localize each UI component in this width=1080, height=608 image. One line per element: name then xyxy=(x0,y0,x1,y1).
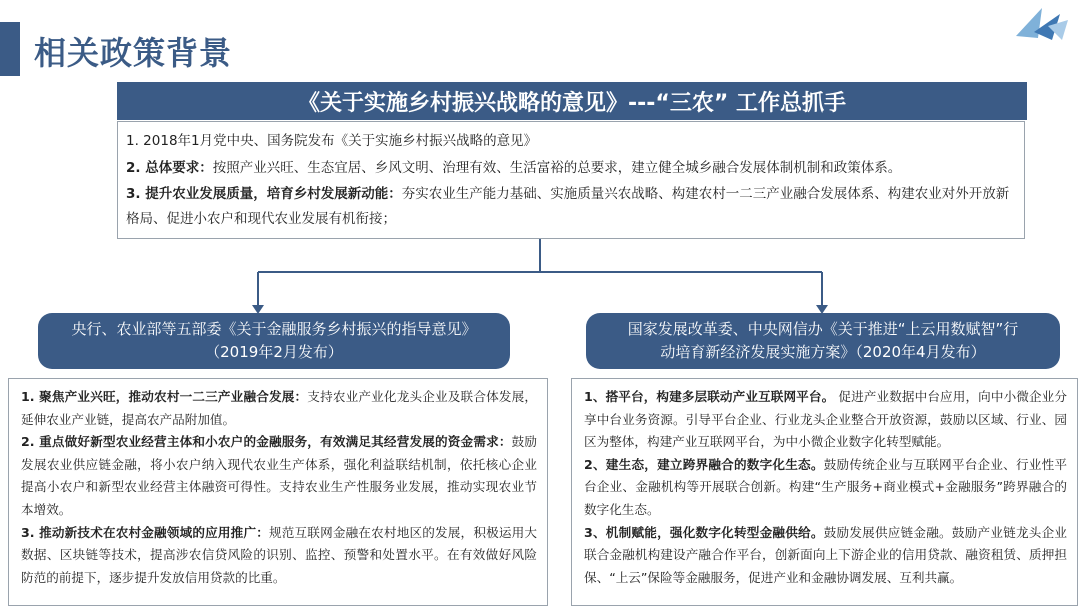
right-item-2: 2、建生态，建立跨界融合的数字化生态。鼓励传统企业与互联网平台企业、行业性平台企业、金融机构等开展联合创新。构建“生产服务+商业模式+金融服务”跨界融合的数字化生态。 xyxy=(584,456,1068,517)
left-policy-pill xyxy=(38,313,510,369)
right-item-3: 3、机制赋能，强化数字化转型金融供给。鼓励发展供应链金融。鼓励产业链龙头企业联合金融机构建设产融合作平台，创新面向上下游企业的信用贷款、融资租赁、质押担保、“上云”保险等金融服务，促进产业和金融协调发展、互利共赢。 xyxy=(584,524,1068,585)
right-pill-line-1: 国家发展改革委、中央网信办《关于推进“上云用数赋智”行 xyxy=(627,320,1019,338)
page-title: 相关政策背景 xyxy=(34,34,233,72)
right-pill-line-2: 动培育新经济发展实施方案》（2020年4月发布） xyxy=(660,343,986,361)
title-accent-bar xyxy=(0,22,20,76)
right-policy-panel xyxy=(571,378,1078,606)
left-item-1: 1. 聚焦产业兴旺，推动农村一二三产业融合发展：支持农业产业化龙头企业及联合体发展，延伸农业产业链，提高农产品附加值。 xyxy=(21,389,537,427)
logo-icon xyxy=(1012,6,1070,46)
main-point-3: 3. 提升农业发展质量，培育乡村发展新动能：夯实农业生产能力基础、实施质量兴农战略、构建农村一二三产业融合发展体系、构建农业对外开放新格局、促进小农户和现代农业发展有机衔接； xyxy=(126,186,1010,227)
left-pill-line-2: （2019年2月发布） xyxy=(205,343,343,361)
left-item-3: 3. 推动新技术在农村金融领域的应用推广：规范互联网金融在农村地区的发展，积极运用大数据、区块链等技术，提高涉农信贷风险的识别、监控、预警和处置水平。在有效做好风险防范的前提下，逐步提升发放信用贷款的比重。 xyxy=(21,524,537,585)
main-point-2: 2. 总体要求：按照产业兴旺、生态宜居、乡风文明、治理有效、生活富裕的总要求，建立健全城乡融合发展体制机制和政策体系。 xyxy=(126,160,902,176)
right-policy-pill xyxy=(586,313,1060,369)
main-policy-box xyxy=(117,121,1025,239)
main-point-1: 1. 2018年1月党中央、国务院发布《关于实施乡村振兴战略的意见》 xyxy=(126,133,538,149)
main-policy-banner: 《关于实施乡村振兴战略的意见》---“三农” 工作总抓手 xyxy=(117,82,1027,120)
left-item-2: 2. 重点做好新型农业经营主体和小农户的金融服务，有效满足其经营发展的资金需求：鼓励发展农业供应链金融，将小农户纳入现代农业生产体系，强化利益联结机制，依托核心企业提高小农户和新型农业经营主体融资可得性。支持农业生产性服务业发展，推动实现农业节本增效。 xyxy=(21,434,538,517)
left-pill-line-1: 央行、农业部等五部委《关于金融服务乡村振兴的指导意见》 xyxy=(71,320,477,338)
right-item-1: 1、搭平台，构建多层联动产业互联网平台。 促进产业数据中台应用，向中小微企业分享中台业务资源。引导平台企业、行业龙头企业整合开放资源，鼓励以区域、行业、园区为整体，构建产业互联网平台，为中小微企业数字化转型赋能。 xyxy=(584,389,1067,450)
left-policy-panel xyxy=(8,378,548,606)
